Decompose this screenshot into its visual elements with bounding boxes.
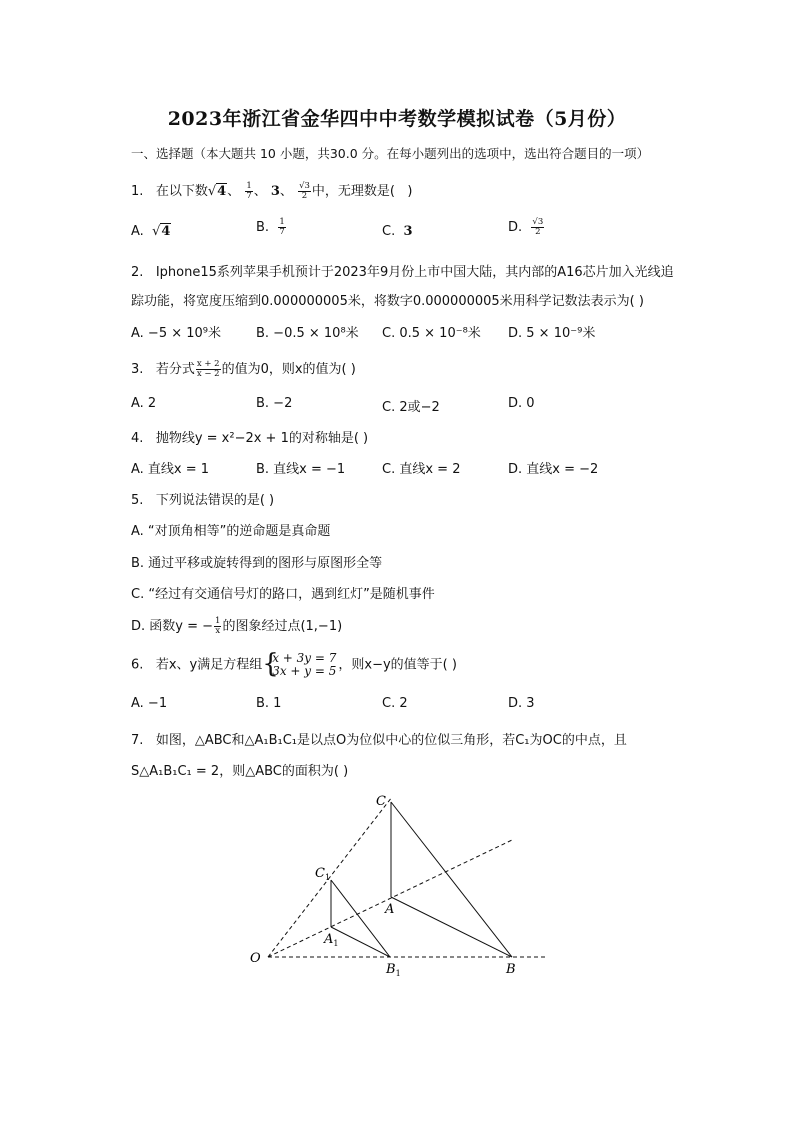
label-o: O bbox=[250, 951, 261, 966]
option-a[interactable]: A. −1 bbox=[131, 696, 168, 711]
question-2-continued: 踪功能，将宽度压缩到0.000000005米，将数字0.000000005米用科学记数法表示为( ) bbox=[131, 294, 644, 309]
option-a[interactable]: A. 2 bbox=[131, 396, 157, 411]
label-c: C bbox=[376, 794, 386, 809]
option-b[interactable]: B. 1 bbox=[256, 696, 282, 711]
segment-c1b1 bbox=[331, 880, 390, 957]
option-d[interactable]: D. 直线x = −2 bbox=[508, 462, 599, 477]
question-number: 6. bbox=[131, 657, 144, 673]
label-b1: $B_1$ bbox=[386, 962, 401, 978]
question-stem: Iphone15系列苹果手机预计于2023年9月份上市中国大陆，其内部的A16芯片加入光线追 bbox=[155, 265, 674, 280]
segment-ab bbox=[391, 897, 512, 957]
option-a[interactable]: A. √4 bbox=[131, 224, 171, 239]
option-a[interactable]: A. 直线x = 1 bbox=[131, 462, 210, 477]
option-d[interactable]: D. 5 × 10⁻⁹米 bbox=[508, 326, 596, 341]
question-2 bbox=[131, 261, 674, 280]
option-a[interactable]: A. −5 × 10⁹米 bbox=[131, 326, 222, 341]
option-b[interactable]: B. $\frac{1}{7}$ bbox=[256, 217, 285, 237]
option-d[interactable]: D. 0 bbox=[508, 396, 535, 411]
question-stem-tail: 中，无理数是( bbox=[311, 184, 395, 199]
sqrt-4: √4 bbox=[207, 184, 227, 199]
option-a[interactable]: A. “对顶角相等”的逆命题是真命题 bbox=[131, 524, 331, 539]
option-c[interactable]: C. 直线x = 2 bbox=[382, 462, 461, 477]
option-c[interactable]: C. 2 bbox=[382, 696, 408, 711]
option-d[interactable]: D. 函数y = − $\frac{1}{x}$ 的图象经过点(1,−1) bbox=[131, 616, 343, 636]
question-3: 3. 若分式 $\frac{x + 2}{x - 2}$ 的值为0，则x的值为( ) bbox=[131, 359, 356, 379]
label-a: A bbox=[385, 902, 395, 917]
fraction-sqrt3-2: $\frac{√3}{2}$ bbox=[299, 181, 310, 201]
question-7-continued: S△A₁B₁C₁ = 2，则△ABC的面积为( ) bbox=[131, 764, 349, 779]
equation-system: { x + 3y = 7 3x + y = 5 bbox=[262, 649, 337, 679]
label-a1: $A_1$ bbox=[324, 932, 339, 948]
option-c[interactable]: C. 3 bbox=[382, 224, 413, 239]
question-stem: 如图，△ABC和△A₁B₁C₁是以点O为位似中心的位似三角形，若C₁为OC的中点，且 bbox=[155, 733, 627, 748]
fraction-1-7: $\frac{1}{7}$ bbox=[246, 181, 252, 201]
question-4 bbox=[131, 427, 368, 446]
label-c1: $C_1$ bbox=[315, 866, 331, 882]
option-b[interactable]: B. −0.5 × 10⁸米 bbox=[256, 326, 359, 341]
question-number: 7. bbox=[131, 733, 144, 748]
option-d[interactable]: D. $\frac{√3}{2}$ bbox=[508, 217, 544, 237]
question-stem: 在以下数 bbox=[155, 184, 208, 199]
segment-a1b1 bbox=[331, 927, 390, 957]
homothety-figure bbox=[240, 785, 560, 985]
option-b[interactable]: B. −2 bbox=[256, 396, 293, 411]
segment-cb bbox=[391, 802, 512, 957]
section-header: 一、选择题（本大题共 10 小题，共30.0 分。在每小题列出的选项中，选出符合题目的一项） bbox=[131, 146, 650, 161]
question-6: 6. 若x、y满足方程组 { x + 3y = 7 3x + y = 5 ，则x−y的值等于( ) bbox=[131, 649, 457, 679]
question-1: 1. 在以下数√4、 $\frac{1}{7}$ 、 3、 $\frac{√3}{2}$ 中，无理数是( ) bbox=[131, 181, 413, 201]
question-7 bbox=[131, 729, 627, 748]
question-number: 5. bbox=[131, 493, 144, 508]
option-d[interactable]: D. 3 bbox=[508, 696, 535, 711]
question-number: 3. bbox=[131, 362, 144, 377]
option-c[interactable]: C. 2或−2 bbox=[382, 400, 440, 415]
option-c[interactable]: C. “经过有交通信号灯的路口，遇到红灯”是随机事件 bbox=[131, 587, 435, 602]
option-b[interactable]: B. 通过平移或旋转得到的图形与原图形全等 bbox=[131, 556, 383, 571]
question-number: 4. bbox=[131, 431, 144, 446]
page-title: 2023年浙江省金华四中中考数学模拟试卷（5月份） bbox=[167, 108, 627, 130]
question-stem: 抛物线y = x²−2x + 1的对称轴是( ) bbox=[155, 431, 369, 446]
label-b: B bbox=[506, 962, 516, 977]
number-3: 3 bbox=[270, 184, 280, 199]
question-number: 2. bbox=[131, 265, 144, 280]
fraction: $\frac{x + 2}{x - 2}$ bbox=[196, 359, 220, 379]
option-c[interactable]: C. 0.5 × 10⁻⁸米 bbox=[382, 326, 481, 341]
question-stem: 下列说法错误的是( ) bbox=[155, 493, 275, 508]
option-b[interactable]: B. 直线x = −1 bbox=[256, 462, 346, 477]
question-number: 1. bbox=[131, 184, 144, 199]
ray-oa bbox=[268, 840, 512, 957]
question-5 bbox=[131, 489, 274, 508]
